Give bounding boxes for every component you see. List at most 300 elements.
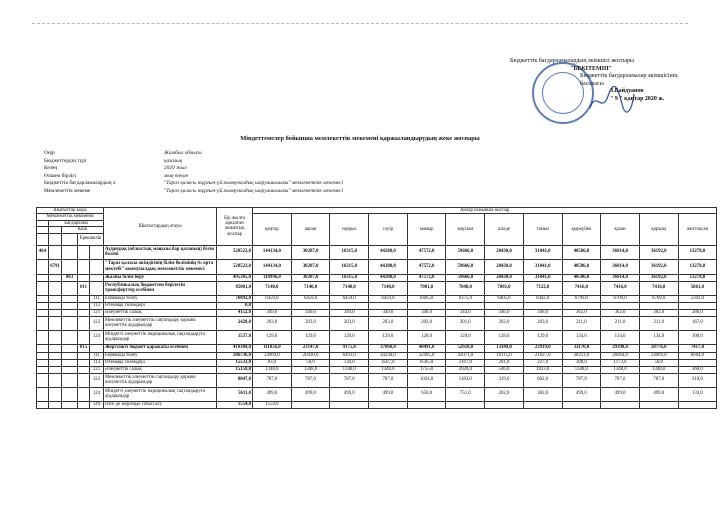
approval-line: " 9 " қаңтар 2020 ж.: [610, 95, 665, 102]
table-row: [37, 373, 717, 387]
month-value-cell: 6405,0: [485, 295, 524, 302]
month-value-cell: 5302,0: [678, 295, 717, 302]
month-value-cell: 20430,0: [291, 352, 330, 359]
month-value-cell: 36814,0: [601, 274, 640, 281]
header-month: қыркүйек: [562, 214, 601, 245]
code-cell: [49, 274, 62, 281]
table-row: [37, 245, 717, 259]
code-cell: [78, 373, 90, 387]
month-value-cell: 133,0: [678, 387, 717, 401]
month-value-cell: 106,0: [678, 330, 717, 344]
month-value-cell: 30287,0: [291, 259, 330, 274]
month-value-cell: 7416,0: [601, 281, 640, 295]
approval-line: басшысы: [580, 80, 604, 87]
month-value-cell: [562, 401, 601, 408]
month-value-cell: 44208,0: [369, 245, 408, 259]
month-value-cell: 40586,0: [562, 245, 601, 259]
info-label: Өлшем бірлігі: [44, 172, 77, 179]
month-value-cell: 201,0: [446, 316, 485, 330]
month-value-cell: 2167,0: [446, 359, 485, 366]
month-value-cell: 787,0: [291, 373, 330, 387]
total-cell: 495385,0: [217, 274, 253, 281]
month-value-cell: [407, 302, 446, 309]
month-value-cell: 6459,0: [369, 295, 408, 302]
month-value-cell: [678, 359, 717, 366]
code-cell: [78, 366, 90, 373]
month-value-cell: 40586,0: [562, 259, 601, 274]
table-row: [37, 309, 717, 316]
expense-name-cell: Міндетті әлеуметтік медициналық сақтандыруға аударымдар: [104, 387, 217, 401]
month-value-cell: 24969,0: [639, 352, 678, 359]
code-cell: [90, 344, 104, 352]
month-value-cell: 128,0: [446, 330, 485, 344]
code-cell: [90, 281, 104, 295]
code-cell: 121: [90, 366, 104, 373]
month-value-cell: 144134,0: [253, 245, 292, 259]
code-cell: [49, 330, 62, 344]
info-value: "Тараз қаласы тұрғын-үй коммуналдық шаруашылығы" мемлекеттік мекемесі: [164, 187, 344, 194]
expense-name-cell: Аудандық (облыстық маңызы бар қаланың) білім бөлімі: [104, 245, 217, 259]
month-value-cell: 349,0: [330, 309, 369, 316]
month-value-cell: 2028,0: [446, 366, 485, 373]
month-value-cell: 1755,0: [407, 366, 446, 373]
month-value-cell: 360,0: [678, 366, 717, 373]
month-value-cell: 30287,0: [291, 274, 330, 281]
total-cell: 85001,0: [217, 281, 253, 295]
code-cell: [62, 366, 78, 373]
info-value: 2020 жыл: [164, 165, 187, 172]
code-cell: [78, 309, 90, 316]
info-label: Мемлекеттік мекеме: [44, 187, 91, 194]
month-value-cell: 47572,0: [407, 245, 446, 259]
header-name: Шығыстардың атауы: [104, 208, 217, 246]
month-value-cell: 6709,0: [639, 295, 678, 302]
code-cell: [62, 302, 78, 309]
expense-name-cell: Өтемақы төлемдері: [104, 359, 217, 366]
header-specifics: Ерекшелік: [78, 233, 104, 245]
month-value-cell: 499,0: [330, 387, 369, 401]
header-month: тамыз: [523, 214, 562, 245]
month-value-cell: [678, 401, 717, 408]
month-value-cell: 203,0: [330, 316, 369, 330]
month-value-cell: 344,0: [446, 309, 485, 316]
month-value-cell: 47572,0: [407, 274, 446, 281]
code-cell: [78, 259, 90, 274]
expense-name-cell: Әлеуметтік салық: [104, 366, 217, 373]
month-value-cell: 1348,0: [601, 366, 640, 373]
month-value-cell: 42071,0: [446, 352, 485, 359]
month-value-cell: 31041,0: [523, 259, 562, 274]
code-cell: [62, 330, 78, 344]
expense-name-cell: Өтемақы төлемдері: [104, 302, 217, 309]
month-value-cell: 59666,0: [446, 245, 485, 259]
info-row: [44, 188, 343, 196]
code-cell: [37, 352, 49, 359]
expense-name-cell: Республикалық бюджеттен берілетін трансферттер есебінен: [104, 281, 217, 295]
info-row: [44, 158, 343, 166]
month-value-cell: 1348,0: [330, 366, 369, 373]
month-value-cell: 20430,0: [485, 259, 524, 274]
month-value-cell: 129,0: [291, 330, 330, 344]
month-value-cell: 499,0: [253, 387, 292, 401]
month-value-cell: [639, 401, 678, 408]
code-cell: [37, 281, 49, 295]
month-value-cell: 29398,0: [601, 344, 640, 352]
total-cell: 520523,0: [217, 259, 253, 274]
month-value-cell: 1348,0: [639, 366, 678, 373]
total-cell: 5611,0: [217, 387, 253, 401]
month-value-cell: 50,0: [639, 359, 678, 366]
table-row: [37, 401, 717, 408]
month-value-cell: 6585,0: [407, 359, 446, 366]
month-value-cell: 7140,0: [291, 281, 330, 295]
code-cell: [78, 352, 90, 359]
code-cell: [62, 309, 78, 316]
month-value-cell: 202,0: [485, 387, 524, 401]
month-value-cell: 382,0: [523, 387, 562, 401]
code-cell: [78, 302, 90, 309]
month-value-cell: [678, 302, 717, 309]
header-month: ақпан: [291, 214, 330, 245]
month-value-cell: 40491,0: [407, 344, 446, 352]
expense-name-cell: Өзге де жерлерде сатып алу: [104, 401, 217, 408]
month-value-cell: 134,0: [562, 330, 601, 344]
info-label: Бюджеттік бағдарламалардың ә: [44, 180, 116, 187]
month-value-cell: 349,0: [291, 309, 330, 316]
expense-name-cell: Мемлекеттік әлеуметтік сақтандыру қорына әлеуметтік аударымдар: [104, 316, 217, 330]
expense-name-cell: "Тараз қаласы әкімдігінің білім бөлімінің № орта мектебі" коммуналдық мемлекеттік мекемесі: [104, 259, 217, 274]
code-cell: [62, 373, 78, 387]
code-cell: [49, 387, 62, 401]
header-month: қазан: [601, 214, 640, 245]
month-value-cell: 1173,0: [601, 359, 640, 366]
code-cell: [62, 344, 78, 352]
header-month: желтоқсан: [678, 214, 717, 245]
info-value: Жамбыл облысы: [164, 150, 202, 156]
info-label: Оңір: [44, 150, 55, 156]
month-value-cell: 23147,0: [291, 344, 330, 352]
month-value-cell: 30211,0: [562, 352, 601, 359]
month-value-cell: [253, 302, 292, 309]
month-value-cell: [601, 401, 640, 408]
month-value-cell: 201,0: [485, 359, 524, 366]
month-value-cell: 52618,0: [446, 344, 485, 352]
month-value-cell: 787,0: [253, 373, 292, 387]
code-cell: [62, 281, 78, 295]
month-value-cell: 7417,0: [678, 344, 717, 352]
code-cell: [62, 295, 78, 302]
code-cell: [37, 359, 49, 366]
month-value-cell: 129,0: [330, 330, 369, 344]
month-value-cell: 348,0: [523, 309, 562, 316]
info-value: мың теңге: [164, 172, 189, 179]
month-value-cell: 9175,0: [330, 344, 369, 352]
code-cell: [78, 274, 90, 281]
month-value-cell: 7048,0: [446, 281, 485, 295]
total-cell: 76892,0: [217, 295, 253, 302]
month-value-cell: 6459,0: [330, 295, 369, 302]
month-value-cell: 349,0: [253, 309, 292, 316]
month-value-cell: 1024,0: [407, 373, 446, 387]
month-value-cell: 13278,0: [678, 274, 717, 281]
header-subprogram: Кіші: [62, 227, 104, 233]
month-value-cell: 751,0: [446, 387, 485, 401]
month-value-cell: [369, 401, 408, 408]
month-value-cell: 129,0: [369, 330, 408, 344]
month-value-cell: 31041,0: [523, 274, 562, 281]
month-value-cell: [369, 302, 408, 309]
month-value-cell: 650,0: [407, 387, 446, 401]
code-cell: 011: [78, 281, 90, 295]
month-value-cell: 111856,0: [253, 344, 292, 352]
month-value-cell: 602,0: [523, 373, 562, 387]
month-value-cell: 10115,0: [485, 352, 524, 359]
month-value-cell: 787,0: [639, 373, 678, 387]
total-cell: 2420,0: [217, 316, 253, 330]
month-value-cell: 129,0: [253, 330, 292, 344]
month-value-cell: 20430,0: [485, 245, 524, 259]
code-cell: 111: [90, 352, 104, 359]
total-cell: 0,0: [217, 302, 253, 309]
month-value-cell: 787,0: [330, 373, 369, 387]
header-month: наурыз: [330, 214, 369, 245]
month-value-cell: 83,0: [253, 359, 292, 366]
expense-name-cell: Міндетті әлеуметтік медициналық сақтандыруға аударымдар: [104, 330, 217, 344]
month-value-cell: 300,0: [562, 359, 601, 366]
code-cell: [49, 316, 62, 330]
code-cell: [49, 359, 62, 366]
month-value-cell: 59666,0: [446, 259, 485, 274]
approval-line: Бюджеттік бағдарламалар әкімшісінің: [580, 73, 678, 80]
month-value-cell: 362,0: [639, 309, 678, 316]
total-cell: 1554,0: [217, 401, 253, 408]
month-value-cell: 47572,0: [407, 259, 446, 274]
code-cell: 015: [78, 344, 90, 352]
month-value-cell: 211,0: [562, 316, 601, 330]
month-value-cell: 6405,0: [407, 295, 446, 302]
info-value: "Тараз қаласы тұрғын-үй коммуналдық шаруашылығы" мемлекеттік мекемесі: [164, 180, 344, 187]
month-value-cell: [330, 401, 369, 408]
month-value-cell: 129,0: [523, 330, 562, 344]
month-value-cell: 7416,0: [562, 281, 601, 295]
month-value-cell: 59666,0: [446, 274, 485, 281]
header-program: Бағдарлама: [49, 220, 104, 226]
code-cell: 121: [90, 309, 104, 316]
code-cell: 464: [37, 245, 49, 259]
total-cell: 1537,0: [217, 330, 253, 344]
month-value-cell: 31041,0: [523, 245, 562, 259]
header-code: Шығыстар коды: [37, 208, 104, 214]
code-cell: [37, 316, 49, 330]
info-row: [44, 180, 343, 188]
month-value-cell: 362,0: [562, 309, 601, 316]
code-cell: [90, 245, 104, 259]
month-value-cell: 134,0: [639, 330, 678, 344]
code-cell: [78, 316, 90, 330]
expense-name-cell: Жалпы білім беру: [104, 274, 217, 281]
month-value-cell: 202,0: [485, 316, 524, 330]
code-cell: [62, 316, 78, 330]
month-value-cell: 30287,0: [291, 245, 330, 259]
table-row: [37, 295, 717, 302]
code-cell: [78, 295, 90, 302]
month-value-cell: 7081,0: [407, 281, 446, 295]
month-value-cell: 6375,0: [446, 295, 485, 302]
month-value-cell: 34230,0: [369, 352, 408, 359]
header-month: сәуір: [369, 214, 408, 245]
table-row: [37, 259, 717, 274]
header-month: маусым: [446, 214, 485, 245]
table-row: [37, 344, 717, 352]
month-value-cell: 13278,0: [678, 245, 717, 259]
month-value-cell: 24969,0: [253, 352, 292, 359]
month-value-cell: 203,0: [523, 316, 562, 330]
code-cell: [37, 366, 49, 373]
code-cell: [90, 274, 104, 281]
month-value-cell: 6664,0: [678, 352, 717, 359]
code-cell: [49, 373, 62, 387]
code-cell: 149: [90, 401, 104, 408]
header-month: қаңтар: [253, 214, 292, 245]
month-value-cell: 210,0: [678, 373, 717, 387]
code-cell: [37, 373, 49, 387]
total-cell: 15158,0: [217, 366, 253, 373]
approval-line: Бюджеттік бағдарламалардың әкімшісі жоспары: [510, 58, 634, 64]
info-label: Кезең: [44, 165, 58, 172]
table-body: [37, 245, 717, 408]
month-value-cell: [523, 401, 562, 408]
total-cell: 15533,0: [217, 359, 253, 366]
code-cell: [37, 344, 49, 352]
table-row: [37, 330, 717, 344]
approval-line: З.Байдуанов: [610, 88, 644, 95]
financing-table: [36, 207, 717, 409]
code-cell: [78, 401, 90, 408]
month-value-cell: 1348,0: [253, 366, 292, 373]
month-value-cell: 6442,0: [523, 295, 562, 302]
month-value-cell: 4567,0: [369, 359, 408, 366]
header-month: мамыр: [407, 214, 446, 245]
month-value-cell: 6491,0: [330, 352, 369, 359]
code-cell: [78, 245, 90, 259]
info-block: [44, 150, 343, 196]
month-value-cell: [639, 302, 678, 309]
month-value-cell: 32495,0: [407, 352, 446, 359]
approval-block: [510, 58, 715, 104]
month-value-cell: [446, 401, 485, 408]
total-cell: 8847,0: [217, 373, 253, 387]
month-value-cell: 36192,0: [639, 245, 678, 259]
month-value-cell: 44208,0: [369, 274, 408, 281]
info-value: қазалық: [164, 157, 183, 164]
month-value-cell: 7416,0: [639, 281, 678, 295]
month-value-cell: 203,0: [253, 316, 292, 330]
header-month: қараша: [639, 214, 678, 245]
month-value-cell: 40586,0: [562, 274, 601, 281]
code-cell: [37, 387, 49, 401]
code-cell: 6791: [49, 259, 62, 274]
month-value-cell: 7081,0: [485, 281, 524, 295]
code-cell: [78, 330, 90, 344]
table-row: [37, 359, 717, 366]
month-value-cell: 13278,0: [678, 259, 717, 274]
expense-name-cell: Еңбекақы төлеу: [104, 295, 217, 302]
code-cell: [78, 359, 90, 366]
code-cell: 113: [90, 359, 104, 366]
month-value-cell: [485, 302, 524, 309]
code-cell: [37, 401, 49, 408]
month-value-cell: 16315,0: [330, 245, 369, 259]
code-cell: [49, 401, 62, 408]
header-total: Бір жылға арналған жиынтық жоспар: [217, 208, 253, 246]
month-value-cell: 33170,0: [562, 344, 601, 352]
month-value-cell: 6459,0: [291, 295, 330, 302]
month-value-cell: 23919,0: [523, 344, 562, 352]
code-cell: [62, 401, 78, 408]
month-value-cell: [446, 302, 485, 309]
month-value-cell: 203,0: [369, 316, 408, 330]
month-value-cell: 21627,0: [523, 352, 562, 359]
month-value-cell: 6709,0: [562, 295, 601, 302]
month-value-cell: 16315,0: [330, 259, 369, 274]
month-value-cell: 499,0: [291, 387, 330, 401]
month-value-cell: 211,0: [601, 316, 640, 330]
code-cell: [49, 295, 62, 302]
info-row: [44, 165, 343, 173]
code-cell: 122: [90, 373, 104, 387]
table-row: [37, 281, 717, 295]
code-cell: [62, 387, 78, 401]
code-cell: [49, 366, 62, 373]
code-cell: 124: [90, 387, 104, 401]
code-cell: [78, 387, 90, 401]
code-cell: [62, 352, 78, 359]
month-value-cell: [291, 302, 330, 309]
month-value-cell: 50,0: [291, 359, 330, 366]
month-value-cell: 167,0: [678, 316, 717, 330]
table-row: [37, 274, 717, 281]
month-value-cell: 346,0: [485, 309, 524, 316]
code-cell: 113: [90, 302, 104, 309]
month-value-cell: 44208,0: [369, 259, 408, 274]
total-cell: 286736,0: [217, 352, 253, 359]
month-value-cell: [601, 302, 640, 309]
month-value-cell: 118996,0: [253, 274, 292, 281]
table-row: [37, 352, 717, 359]
month-value-cell: 37068,0: [369, 344, 408, 352]
month-value-cell: 7140,0: [369, 281, 408, 295]
code-cell: [49, 302, 62, 309]
month-value-cell: 144134,0: [253, 259, 292, 274]
month-value-cell: 128,0: [407, 330, 446, 344]
code-cell: [62, 359, 78, 366]
code-cell: [37, 259, 49, 274]
code-cell: 111: [90, 295, 104, 302]
month-value-cell: 499,0: [369, 387, 408, 401]
month-value-cell: 546,0: [485, 366, 524, 373]
header-months-group: Айлар бойынша жоспар: [253, 208, 717, 214]
month-value-cell: 787,0: [601, 373, 640, 387]
month-value-cell: 319,0: [485, 373, 524, 387]
month-value-cell: 6459,0: [253, 295, 292, 302]
month-value-cell: [523, 302, 562, 309]
month-value-cell: [562, 302, 601, 309]
month-value-cell: 346,0: [407, 309, 446, 316]
document-title: Міндеттемелер бойынша мемлекеттік мекемені қаржыландырудың жеке жоспары: [240, 135, 480, 142]
month-value-cell: 499,0: [562, 387, 601, 401]
code-cell: [37, 330, 49, 344]
code-cell: [49, 245, 62, 259]
